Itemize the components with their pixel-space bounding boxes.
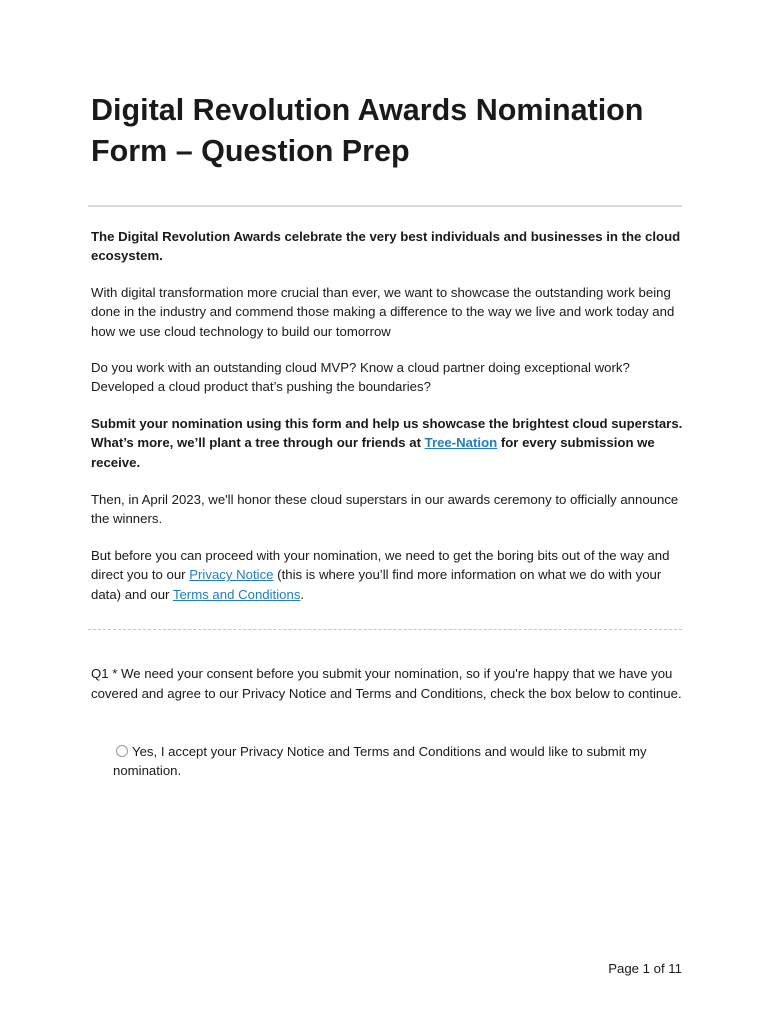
privacy-notice-link[interactable]: Privacy Notice — [189, 567, 274, 583]
page-title: Digital Revolution Awards Nomination Form – Question Prep — [91, 93, 644, 168]
privacy-text-middle: (this is where you’ll find more information on what we do with your data) and our — [91, 567, 662, 602]
tree-nation-link[interactable]: Tree-Nation — [424, 435, 498, 451]
consent-radio[interactable] — [116, 745, 128, 757]
question-text: Q1 * We need your consent before you submit your nomination, so if you're happy that we have you covered and agree to our Privacy Notice and Terms and Conditions, check the box below to continue. — [91, 666, 682, 701]
terms-conditions-link[interactable]: Terms and Conditions — [172, 586, 301, 602]
intro-paragraph: The Digital Revolution Awards celebrate the very best individuals and businesses in the cloud ecosystem. — [91, 229, 681, 264]
privacy-text-before: But before you can proceed with your nomination, we need to get the boring bits out of the way and direct you to our — [91, 548, 670, 583]
submit-paragraph — [91, 414, 691, 472]
questions-paragraph: Do you work with an outstanding cloud MVP? Know a cloud partner doing exceptional work? Developed a cloud product that’s pushing the boundaries? — [91, 360, 630, 395]
transformation-paragraph: With digital transformation more crucial than ever, we want to showcase the outstanding work being done in the industry and commend those making a difference to the way we live and work today and how we use cloud technology to build our tomorrow — [91, 285, 675, 339]
submit-text-after: for every submission we receive. — [91, 435, 655, 470]
privacy-text-after: . — [300, 586, 305, 602]
submit-text-before: Submit your nomination using this form and help us showcase the brightest cloud superstars. What’s more, we’ll plant a tree through our friends at — [91, 416, 683, 451]
consent-option-label: Yes, I accept your Privacy Notice and Terms and Conditions and would like to submit my nomination. — [113, 744, 647, 778]
privacy-paragraph — [91, 546, 691, 604]
page-number: Page 1 of 11 — [608, 961, 682, 976]
consent-option[interactable] — [113, 742, 688, 780]
section-divider — [88, 629, 682, 630]
title-divider — [88, 205, 682, 207]
ceremony-paragraph: Then, in April 2023, we'll honor these cloud superstars in our awards ceremony to officially announce the winners. — [91, 492, 679, 527]
